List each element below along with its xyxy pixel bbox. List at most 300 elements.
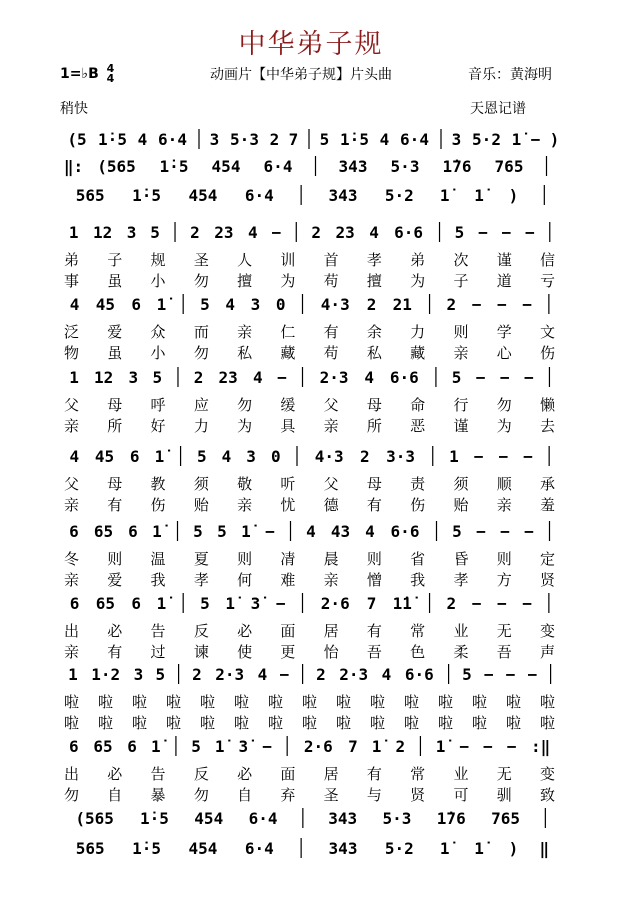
lyric-char: 啦: [472, 714, 488, 732]
note-group: 3: [126, 223, 137, 242]
note-group: 5·3: [390, 157, 420, 176]
note-group: 1̇76: [442, 157, 472, 176]
note-group: 5: [155, 665, 166, 684]
lyric-char: 啦: [336, 693, 352, 711]
lyric-char: 吾: [366, 643, 382, 661]
note-group: −: [471, 594, 482, 613]
lyric-char: 子: [453, 272, 469, 290]
note-group: −: [475, 368, 486, 387]
lyric-char: 训: [280, 251, 296, 269]
note-group: 6: [127, 737, 137, 756]
note-group: 6·4: [400, 130, 429, 149]
note-group: 0: [275, 295, 286, 314]
lyric-char: 何: [237, 571, 253, 589]
note-group: 4: [225, 295, 236, 314]
lyric-char: 可: [453, 786, 469, 804]
note-group: 454: [211, 157, 241, 176]
note-group: 2: [395, 737, 406, 756]
lyric-char: 啦: [64, 714, 80, 732]
note-group: 454: [194, 809, 224, 828]
note-group: 4: [257, 665, 268, 684]
note-group: 1̇·5: [98, 130, 127, 149]
lyric-char: 则: [496, 550, 512, 568]
note-group: 1: [69, 368, 79, 387]
lyric-char: 擅: [366, 272, 382, 290]
lyric-char: 伤: [410, 496, 426, 514]
lyric-char: 啦: [234, 714, 250, 732]
note-group: 0: [270, 447, 281, 466]
lyric-char: 贤: [410, 786, 426, 804]
lyric-char: 亲: [64, 496, 80, 514]
lyric-char: 擅: [237, 272, 253, 290]
note-group: 3: [128, 368, 139, 387]
lyric-char: 为: [280, 272, 296, 290]
note-group: −: [527, 665, 538, 684]
lyric-char: 孝: [453, 571, 469, 589]
lyric-char: 昏: [453, 550, 469, 568]
note-group: (565: [97, 157, 136, 176]
note-group: 454: [188, 186, 218, 205]
lyric-char: 伤: [150, 496, 166, 514]
note-group: 2·6: [320, 594, 350, 613]
lyric-char: 过: [150, 643, 166, 661]
note-group: 3̇: [238, 737, 249, 756]
lyric-char: 我: [410, 571, 426, 589]
lyric-char: 次: [453, 251, 469, 269]
note-group: −: [522, 295, 532, 314]
note-group: 6·6: [389, 368, 419, 387]
note-group: 1̇: [474, 186, 484, 205]
note-group: 2: [366, 295, 377, 314]
note-group: 1̇: [152, 522, 162, 541]
note-group: 6·6: [390, 522, 420, 541]
note-group: 4: [365, 522, 375, 541]
lyric-char: 行: [453, 396, 469, 414]
note-group: −: [525, 223, 535, 242]
lyric-char: 告: [150, 765, 166, 783]
lyric-char: 则: [453, 323, 469, 341]
note-group: −: [524, 522, 534, 541]
lyric-char: 告: [150, 622, 166, 640]
note-group: 5: [462, 665, 472, 684]
lyric-char: 为: [496, 417, 512, 435]
lyric-char: 小: [150, 344, 166, 362]
lyric-char: 自: [107, 786, 123, 804]
note-group: 4: [69, 295, 80, 314]
lyric-char: 私: [366, 344, 382, 362]
lyric-char: 方: [496, 571, 512, 589]
note-group: −: [483, 737, 493, 756]
lyric-char: 德: [323, 496, 339, 514]
lyric-char: 苟: [323, 272, 339, 290]
note-group: 1̇76: [436, 809, 466, 828]
lyric-char: 应: [193, 396, 209, 414]
lyric-char: 懒: [540, 396, 556, 414]
lyric-char: 居: [323, 622, 339, 640]
lyric-char: 所: [107, 417, 123, 435]
note-group: 5: [193, 522, 203, 541]
note-group: ): [549, 130, 560, 149]
note-group: −: [262, 737, 272, 756]
note-group: −: [497, 295, 507, 314]
note-group: 2: [190, 223, 200, 242]
note-group: 6: [131, 295, 141, 314]
lyric-char: 承: [540, 475, 556, 493]
lyric-char: 谏: [193, 643, 209, 661]
note-group: ): [508, 186, 519, 205]
lyric-char: 色: [410, 643, 426, 661]
note-group: ): [508, 839, 519, 858]
note-group: 3̇: [250, 594, 261, 613]
lyric-char: 常: [410, 622, 426, 640]
note-group: 1·2: [91, 665, 121, 684]
note-group: 1: [68, 223, 79, 242]
note-group: 3: [246, 447, 256, 466]
lyric-char: 啦: [234, 693, 250, 711]
note-group: 6·4: [263, 157, 293, 176]
lyric-char: 为: [237, 417, 253, 435]
lyric-char: 首: [323, 251, 339, 269]
lyric-char: 亲: [64, 643, 80, 661]
lyric-char: 恶: [410, 417, 426, 435]
note-group: 6·4: [158, 130, 187, 149]
lyric-char: 暴: [150, 786, 166, 804]
lyric-char: 信: [540, 251, 556, 269]
note-group: 6·6: [404, 665, 434, 684]
note-group: 6: [129, 447, 140, 466]
note-group: 5: [319, 130, 330, 149]
lyric-char: 我: [150, 571, 166, 589]
lyric-char: 弟: [64, 251, 80, 269]
lyric-char: 力: [193, 417, 209, 435]
lyric-char: 亲: [237, 323, 253, 341]
note-group: −: [478, 223, 488, 242]
note-group: 3·3: [386, 447, 416, 466]
note-group: 2·3: [319, 368, 349, 387]
lyric-char: 无: [496, 622, 512, 640]
note-group: 3: [250, 295, 261, 314]
lyric-char: 啦: [506, 693, 522, 711]
lyric-char: 啦: [472, 693, 488, 711]
lyric-char: 学: [496, 323, 512, 341]
lyric-char: 定: [540, 550, 556, 568]
note-group: 4: [252, 368, 263, 387]
note-group: 2: [446, 295, 457, 314]
note-group: 5: [196, 447, 207, 466]
song-title: 中华弟子规: [238, 29, 384, 60]
lyric-char: 亲: [453, 344, 469, 362]
lyric-char: 虽: [107, 272, 123, 290]
note-group: −: [524, 368, 534, 387]
lyric-char: 苟: [323, 344, 339, 362]
lyric-char: 憎: [366, 571, 382, 589]
note-group: 343: [328, 809, 358, 828]
note-group: 2·3: [339, 665, 369, 684]
lyric-char: 藏: [280, 344, 296, 362]
lyric-char: 吾: [496, 643, 512, 661]
note-group: 5: [150, 223, 160, 242]
note-group: 5: [452, 522, 462, 541]
note-group: 5·2: [472, 130, 501, 149]
note-group: 1̇: [156, 594, 167, 613]
note-group: −: [459, 737, 470, 756]
lyric-char: 弃: [280, 786, 296, 804]
lyric-char: 面: [280, 765, 296, 783]
note-group: 7: [366, 594, 377, 613]
note-group: −: [275, 594, 286, 613]
lyric-char: 面: [280, 622, 296, 640]
lyric-char: 必: [107, 622, 123, 640]
lyric-char: 子: [107, 251, 123, 269]
lyric-char: 啦: [98, 714, 114, 732]
lyric-char: 呼: [150, 396, 166, 414]
note-group: 343: [328, 839, 358, 858]
lyric-char: 听: [280, 475, 296, 493]
lyric-char: 母: [366, 475, 382, 493]
lyric-char: 缓: [280, 396, 296, 414]
note-group: −: [473, 447, 484, 466]
note-group: 3: [133, 665, 144, 684]
note-group: 1̇·5: [132, 186, 161, 205]
bar-line: :‖: [531, 737, 551, 756]
lyric-char: 众: [150, 323, 166, 341]
lyric-char: 啦: [200, 714, 216, 732]
note-group: 4·3: [320, 295, 350, 314]
note-group: 1̇: [511, 130, 522, 149]
note-group: 65: [95, 594, 116, 613]
note-group: 4: [306, 522, 316, 541]
lyric-char: 余: [366, 323, 382, 341]
note-group: 7: [288, 130, 299, 149]
note-group: 1̇·5: [132, 839, 161, 858]
note-group: −: [522, 594, 532, 613]
lyric-char: 有: [107, 496, 123, 514]
lyric-char: 啦: [166, 693, 182, 711]
lyric-char: 道: [496, 272, 512, 290]
lyric-char: 勿: [193, 786, 209, 804]
lyric-char: 啦: [166, 714, 182, 732]
note-group: −: [277, 368, 287, 387]
note-group: 4: [369, 223, 379, 242]
note-group: 1̇: [371, 737, 382, 756]
note-group: 5·2: [384, 839, 414, 858]
lyric-char: 有: [366, 496, 382, 514]
note-group: 5: [217, 522, 227, 541]
lyric-char: 致: [540, 786, 556, 804]
note-group: −: [505, 665, 516, 684]
lyric-char: 小: [150, 272, 166, 290]
lyric-char: 变: [540, 765, 556, 783]
note-group: (565: [75, 809, 114, 828]
lyric-char: 而: [193, 323, 209, 341]
lyric-char: 泛: [64, 323, 80, 341]
song-subtitle: 动画片【中华弟子规】片头曲: [210, 67, 392, 83]
note-group: 4: [69, 447, 80, 466]
lyric-char: 冬: [64, 550, 80, 568]
lyric-char: 啦: [404, 693, 420, 711]
lyric-char: 反: [193, 622, 209, 640]
note-group: 5: [191, 737, 201, 756]
key-text: 1=♭B: [60, 66, 99, 82]
lyric-char: 变: [540, 622, 556, 640]
note-group: 5: [200, 295, 210, 314]
lyric-char: 父: [64, 396, 80, 414]
note-group: 765: [491, 809, 521, 828]
note-group: 2: [446, 594, 457, 613]
lyric-char: 啦: [336, 714, 352, 732]
note-group: 5·2: [384, 186, 414, 205]
lyric-char: 亏: [540, 272, 556, 290]
lyric-char: 顺: [496, 475, 512, 493]
lyric-char: 怡: [323, 643, 339, 661]
lyric-char: 亲: [323, 417, 339, 435]
note-group: 565: [75, 839, 105, 858]
lyric-char: 责: [410, 475, 426, 493]
note-group: (5: [67, 130, 87, 149]
note-group: 12: [93, 223, 113, 242]
note-group: 2: [193, 368, 204, 387]
note-group: 7: [348, 737, 358, 756]
lyric-char: 无: [496, 765, 512, 783]
note-group: 1̇1̇: [392, 594, 412, 613]
lyric-char: 孝: [366, 251, 382, 269]
note-group: 1̇: [241, 522, 251, 541]
lyric-char: 啦: [98, 693, 114, 711]
note-group: −: [483, 665, 494, 684]
lyric-char: 常: [410, 765, 426, 783]
note-group: 6: [131, 594, 141, 613]
note-group: 45: [94, 447, 115, 466]
lyric-char: 好: [150, 417, 166, 435]
note-group: 4: [379, 130, 390, 149]
lyric-char: 则: [107, 550, 123, 568]
lyric-char: 贻: [453, 496, 469, 514]
lyric-char: 啦: [132, 714, 148, 732]
lyric-char: 啦: [268, 693, 284, 711]
lyric-char: 则: [366, 550, 382, 568]
note-group: 6·4: [248, 809, 278, 828]
note-group: 1̇: [156, 295, 167, 314]
note-group: 4: [364, 368, 375, 387]
lyric-char: 啦: [200, 693, 216, 711]
note-group: 1̇·5: [340, 130, 369, 149]
note-group: 6·4: [244, 186, 274, 205]
lyric-char: 啦: [268, 714, 284, 732]
note-group: 1̇·5: [159, 157, 189, 176]
lyric-char: 敬: [237, 475, 253, 493]
lyric-char: 亲: [237, 496, 253, 514]
note-group: 1̇·5: [139, 809, 169, 828]
lyric-char: 去: [540, 417, 556, 435]
lyric-char: 啦: [404, 714, 420, 732]
note-group: 45: [95, 295, 116, 314]
lyric-char: 父: [64, 475, 80, 493]
lyric-char: 啦: [370, 693, 386, 711]
lyric-char: 必: [237, 765, 253, 783]
lyric-char: 圣: [193, 251, 209, 269]
lyric-char: 虽: [107, 344, 123, 362]
lyric-char: 命: [410, 396, 426, 414]
lyric-char: 夏: [193, 550, 209, 568]
lyric-char: 伤: [540, 344, 556, 362]
lyric-char: 忧: [280, 496, 296, 514]
note-group: 1: [449, 447, 459, 466]
note-group: 1̇: [435, 737, 446, 756]
note-group: 6·4: [244, 839, 274, 858]
lyric-char: 啦: [64, 693, 80, 711]
lyric-char: 柔: [453, 643, 469, 661]
note-group: 5: [451, 368, 462, 387]
note-group: 4: [248, 223, 258, 242]
note-group: 6: [128, 522, 138, 541]
lyric-char: 贻: [193, 496, 209, 514]
lyric-char: 须: [453, 475, 469, 493]
lyric-char: 使: [237, 643, 253, 661]
note-group: 23: [218, 368, 238, 387]
lyric-char: 有: [323, 323, 339, 341]
lyric-char: 啦: [370, 714, 386, 732]
composer-credit: 音乐：黄海明: [468, 67, 552, 83]
note-group: 5: [152, 368, 163, 387]
lyric-char: 自: [237, 786, 253, 804]
note-group: 5: [200, 594, 210, 613]
lyric-char: 啦: [302, 714, 318, 732]
lyric-char: 啦: [506, 714, 522, 732]
lyric-char: 勿: [64, 786, 80, 804]
lyric-char: 亲: [64, 417, 80, 435]
note-group: 1̇: [439, 186, 450, 205]
lyric-char: 啦: [302, 693, 318, 711]
lyric-char: 所: [366, 417, 382, 435]
lyric-char: 谨: [453, 417, 469, 435]
lyric-char: 羞: [540, 496, 556, 514]
lyric-char: 声: [540, 643, 556, 661]
note-group: 4: [137, 130, 148, 149]
note-group: −: [271, 223, 282, 242]
note-group: −: [476, 522, 486, 541]
lyric-char: 驯: [496, 786, 512, 804]
note-group: 343: [328, 186, 358, 205]
lyric-char: 爱: [107, 571, 123, 589]
note-group: 23: [335, 223, 355, 242]
note-group: 3: [209, 130, 220, 149]
note-group: −: [501, 223, 512, 242]
lyric-char: 啦: [438, 693, 454, 711]
lyric-char: 人: [237, 251, 253, 269]
lyric-char: 更: [280, 643, 296, 661]
lyric-char: 有: [366, 765, 382, 783]
note-group: −: [265, 522, 275, 541]
note-group: −: [499, 368, 510, 387]
note-group: 2·3: [215, 665, 245, 684]
lyric-char: 母: [366, 396, 382, 414]
note-group: 3: [451, 130, 462, 149]
note-group: 565: [75, 186, 105, 205]
lyric-char: 父: [323, 475, 339, 493]
note-group: 2: [316, 665, 326, 684]
lyric-char: 有: [366, 622, 382, 640]
lyric-char: 晨: [323, 550, 339, 568]
lyric-char: 圣: [323, 786, 339, 804]
note-group: 2: [269, 130, 280, 149]
note-group: 4: [381, 665, 392, 684]
note-group: −: [500, 522, 510, 541]
note-group: 765: [494, 157, 524, 176]
lyric-char: 温: [150, 550, 166, 568]
lyric-char: 规: [150, 251, 166, 269]
lyric-char: 勿: [237, 396, 253, 414]
note-group: 1̇: [150, 737, 161, 756]
